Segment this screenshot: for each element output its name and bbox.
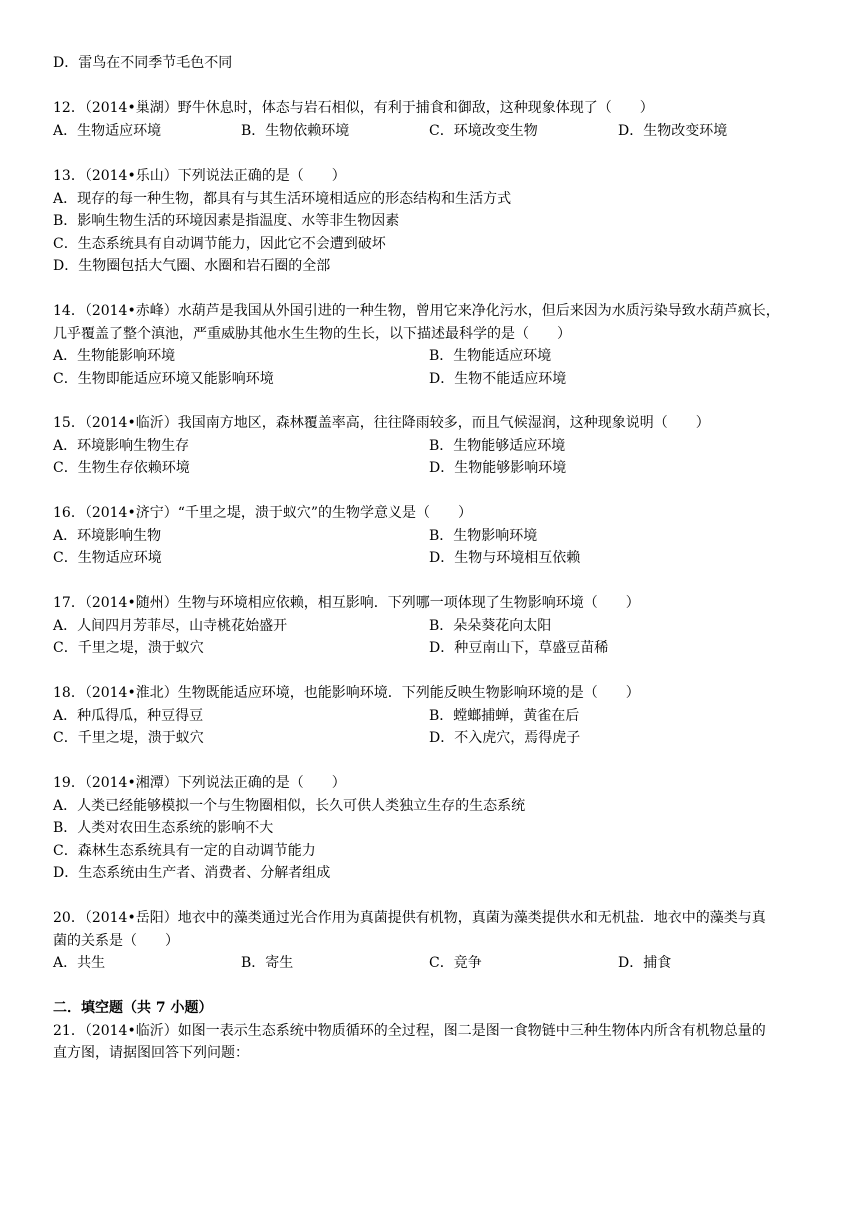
option-c: C．千里之堤，溃于蚁穴 <box>53 730 204 746</box>
options-row <box>53 727 813 750</box>
option-b: B．生物能够适应环境 <box>429 437 566 454</box>
option-a: A．人间四月芳菲尽，山寺桃花始盛开 <box>53 617 288 634</box>
option-a: A．生物适应环境 <box>53 122 162 139</box>
option-c: C．生态系统具有自动调节能力，因此它不会遭到破坏 <box>53 235 386 252</box>
option-d: D．不入虎穴，焉得虎子 <box>429 730 581 746</box>
question-17 <box>53 592 813 660</box>
option-c: C．生物适应环境 <box>53 550 162 566</box>
section-fill-in <box>53 997 813 1065</box>
option-b: B．生物能适应环境 <box>429 348 552 364</box>
option-b: B．螳螂捕蝉，黄雀在后 <box>429 707 580 724</box>
option-d: D．生物能够影响环境 <box>429 460 567 476</box>
option-b: B．生物影响环境 <box>429 527 538 544</box>
option-d: D．种豆南山下，草盛豆苗稀 <box>429 640 609 656</box>
options-row <box>53 368 813 391</box>
option-b: B．生物依赖环境 <box>241 122 350 139</box>
option-a: A．种瓜得瓜，种豆得豆 <box>53 707 204 724</box>
question-13 <box>53 165 813 278</box>
question-stem: 18．（2014•淮北）生物既能适应环境，也能影响环境．下列能反映生物影响环境的是（ ） <box>53 685 640 701</box>
question-14 <box>53 300 813 390</box>
options-row <box>53 525 813 548</box>
option-d: D．生态系统由生产者、消费者、分解者组成 <box>53 865 331 881</box>
option-d: D．生物改变环境 <box>618 122 728 139</box>
options-row <box>53 615 813 638</box>
options-row <box>53 435 813 458</box>
option-a: A．共生 <box>53 955 106 971</box>
question-stem: 19．（2014•湘潭）下列说法正确的是（ ） <box>53 775 346 791</box>
option-a: A．现存的每一种生物，都具有与其生活环境相适应的形态结构和生活方式 <box>53 190 512 207</box>
question-15 <box>53 412 813 480</box>
question-stem: 15．（2014•临沂）我国南方地区，森林覆盖率高，往往降雨较多，而且气候湿润，这种现象说明（ ） <box>53 415 710 431</box>
question-stem: 12．（2014•巢湖）野牛休息时，体态与岩石相似，有利于捕食和御敌，这种现象体现了（ ） <box>53 100 654 116</box>
question-stem: 20．（2014•岳阳）地衣中的藻类通过光合作用为真菌提供有机物，真菌为藻类提供水和无机盐．地衣中的藻类与真 <box>53 910 766 926</box>
options-row <box>53 120 813 143</box>
option-b: B．影响生物生活的环境因素是指温度、水等非生物因素 <box>53 213 400 229</box>
question-stem-cont: 菌的关系是（ ） <box>53 932 179 949</box>
options-row <box>53 345 813 368</box>
option-a: A．人类已经能够模拟一个与生物圈相似，长久可供人类独立生存的生态系统 <box>53 797 526 814</box>
option-c: C．森林生态系统具有一定的自动调节能力 <box>53 842 316 859</box>
option-b: B．朵朵葵花向太阳 <box>429 617 552 634</box>
options-row <box>53 705 813 728</box>
option-b: B．寄生 <box>241 955 294 971</box>
options-row <box>53 547 813 570</box>
question-18 <box>53 682 813 750</box>
carry-over-option <box>53 52 813 75</box>
option-c: C．千里之堤，溃于蚁穴 <box>53 640 204 656</box>
option-a: A．生物能影响环境 <box>53 348 176 364</box>
option-d: D．生物圈包括大气圈、水圈和岩石圈的全部 <box>53 258 331 274</box>
option-c: C．环境改变生物 <box>429 122 538 139</box>
question-stem: 16．（2014•济宁）“千里之堤，溃于蚁穴”的生物学意义是（ ） <box>53 505 473 521</box>
question-16 <box>53 502 813 570</box>
options-row <box>53 637 813 660</box>
question-20 <box>53 907 813 975</box>
options-row <box>53 952 813 975</box>
question-12 <box>53 97 813 142</box>
option-c: C．生物即能适应环境又能影响环境 <box>53 370 274 387</box>
question-stem: 17．（2014•随州）生物与环境相应依赖，相互影响．下列哪一项体现了生物影响环境（ ） <box>53 595 640 611</box>
question-21-stem-cont: 直方图，请据图回答下列问题： <box>53 1045 249 1061</box>
option-a: A．环境影响生物生存 <box>53 437 190 454</box>
option-b: B．人类对农田生态系统的影响不大 <box>53 820 274 836</box>
option-d: D．捕食 <box>618 955 672 971</box>
option-d: D．雷鸟在不同季节毛色不同 <box>53 55 233 71</box>
option-c: C．生物生存依赖环境 <box>53 460 190 476</box>
option-a: A．环境影响生物 <box>53 527 162 544</box>
option-d: D．生物与环境相互依赖 <box>429 550 581 566</box>
option-d: D．生物不能适应环境 <box>429 370 567 387</box>
question-stem: 13．（2014•乐山）下列说法正确的是（ ） <box>53 168 346 184</box>
options-row <box>53 457 813 480</box>
question-stem: 14．（2014•赤峰）水葫芦是我国从外国引进的一种生物，曾用它来净化污水，但后来因为水质污染导致水葫芦疯长， <box>53 303 780 319</box>
option-c: C．竞争 <box>429 955 482 971</box>
section-heading: 二．填空题（共 7 小题） <box>53 1000 213 1016</box>
question-21-stem: 21．（2014•临沂）如图一表示生态系统中物质循环的全过程，图二是图一食物链中三种生物体内所含有机物总量的 <box>53 1022 766 1039</box>
question-19 <box>53 772 813 885</box>
question-stem-cont: 几乎覆盖了整个滇池，严重威胁其他水生生物的生长，以下描述最科学的是（ ） <box>53 325 571 342</box>
